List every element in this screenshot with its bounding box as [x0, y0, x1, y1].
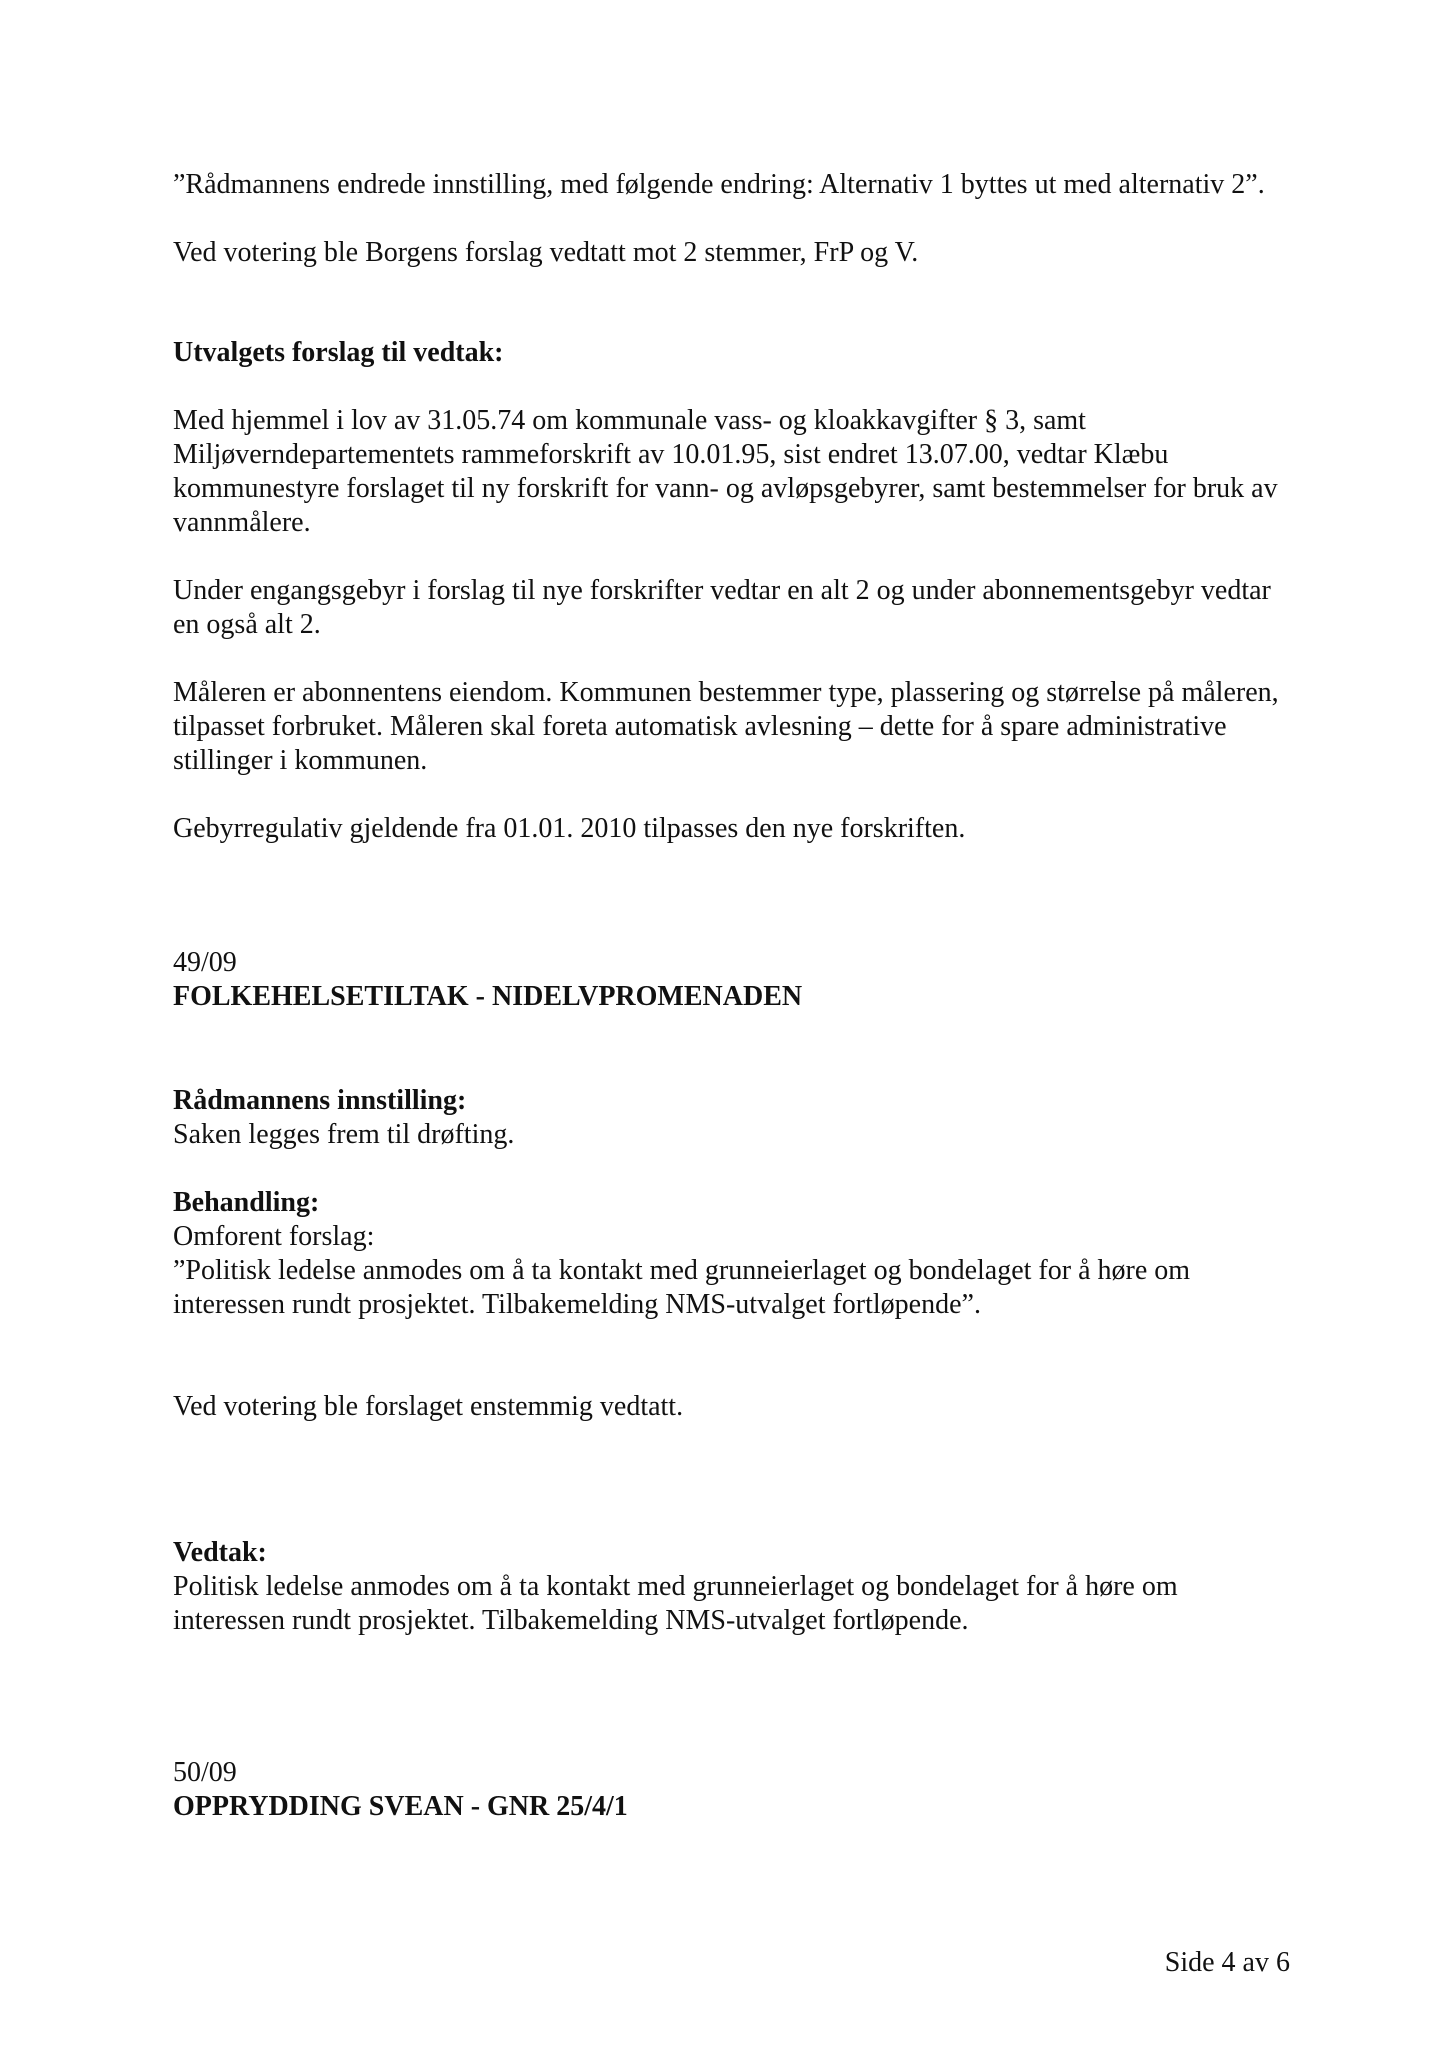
decision-heading: Vedtak:: [173, 1537, 267, 1568]
committee-proposal-text: Med hjemmel i lov av 31.05.74 om kommunale vass- og kloakkavgifter § 3, samt Miljøverndepartementets rammeforskrift av 10.01.95, sist endret 13.07.00, vedtar Klæbu kommunestyre forslaget til ny forskrift for vann- og avløpsgebyrer, samt bestemmelser for bruk av vannmålere.: [173, 405, 1278, 538]
regulation-paragraph: Gebyrregulativ gjeldende fra 01.01. 2010 tilpasses den nye forskriften.: [173, 813, 966, 844]
case-title-50: OPPRYDDING SVEAN - GNR 25/4/1: [173, 1791, 628, 1822]
treatment-heading: Behandling:: [173, 1187, 320, 1218]
meter-paragraph: Måleren er abonnentens eiendom. Kommunen bestemmer type, plassering og størrelse på måleren, tilpasset forbruket. Måleren skal foreta automatisk avlesning – dette for å spare administrative stillinger i kommunen.: [173, 677, 1279, 776]
recommendation-heading: Rådmannens innstilling:: [173, 1085, 467, 1116]
committee-proposal-heading: Utvalgets forslag til vedtak:: [173, 337, 504, 368]
quoted-amendment: ”Rådmannens endrede innstilling, med følgende endring: Alternativ 1 byttes ut med alternativ 2”.: [173, 169, 1265, 200]
vote-result-49: Ved votering ble forslaget enstemmig vedtatt.: [173, 1391, 684, 1422]
page-number: Side 4 av 6: [1164, 1947, 1290, 1978]
case-title-49: FOLKEHELSETILTAK - NIDELVPROMENADEN: [173, 981, 803, 1012]
case-number-49: 49/09: [173, 947, 237, 978]
decision-text: Politisk ledelse anmodes om å ta kontakt med grunneierlaget og bondelaget for å høre om interessen rundt prosjektet. Tilbakemelding NMS-utvalget fortløpende.: [173, 1571, 1178, 1636]
treatment-intro: Omforent forslag:: [173, 1221, 375, 1252]
fee-paragraph: Under engangsgebyr i forslag til nye forskrifter vedtar en alt 2 og under abonnementsgebyr vedtar en også alt 2.: [173, 575, 1271, 640]
case-number-50: 50/09: [173, 1757, 237, 1788]
treatment-text: ”Politisk ledelse anmodes om å ta kontakt med grunneierlaget og bondelaget for å høre om interessen rundt prosjektet. Tilbakemelding NMS-utvalget fortløpende”.: [173, 1255, 1191, 1320]
recommendation-text: Saken legges frem til drøfting.: [173, 1119, 515, 1150]
document-body: [173, 168, 1288, 1824]
vote-result: Ved votering ble Borgens forslag vedtatt mot 2 stemmer, FrP og V.: [173, 237, 919, 268]
